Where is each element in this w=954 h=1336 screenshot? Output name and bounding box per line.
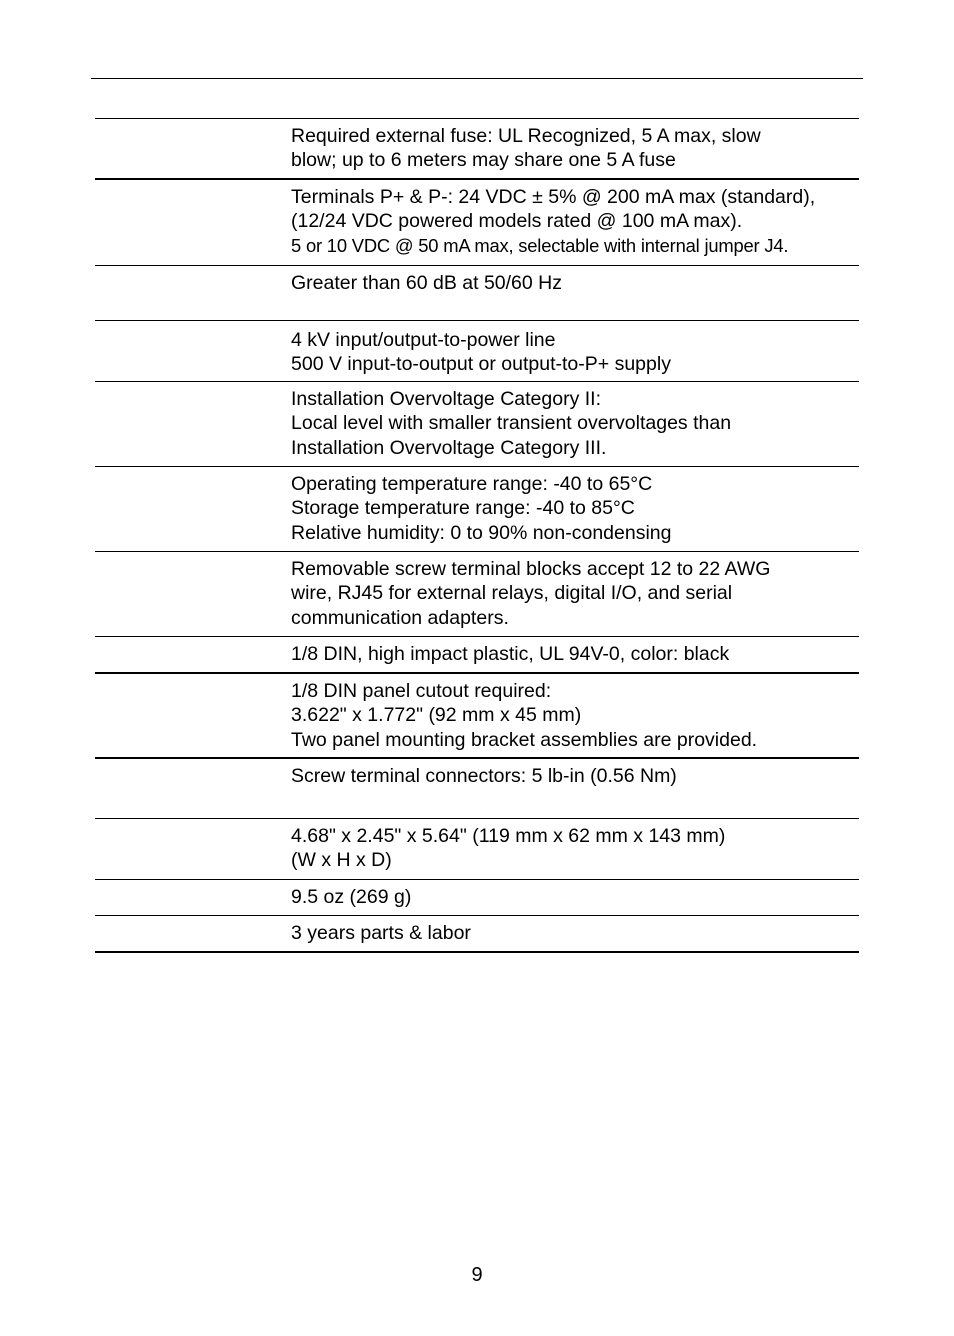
spec-label-cell	[95, 637, 291, 672]
spec-label-cell	[95, 916, 291, 951]
spec-text: 4.68" x 2.45" x 5.64" (119 mm x 62 mm x 143 mm)	[291, 825, 726, 847]
spec-label-cell	[95, 180, 291, 265]
table-row	[95, 180, 859, 266]
spec-text: 1/8 DIN, high impact plastic, UL 94V-0, color: black	[291, 643, 730, 665]
spec-value-cell	[291, 674, 859, 757]
table-row	[95, 819, 859, 880]
spec-value-cell	[291, 552, 859, 636]
spec-text: communication adapters.	[291, 606, 509, 629]
table-row	[95, 552, 859, 637]
spec-text: 9.5 oz (269 g)	[291, 886, 412, 908]
specifications-table	[95, 118, 859, 953]
spec-label-cell	[95, 819, 291, 879]
spec-value-cell	[291, 382, 859, 466]
spec-value-cell	[291, 880, 859, 915]
spec-label-cell	[95, 266, 291, 320]
spec-value-cell	[291, 119, 859, 178]
table-row	[95, 382, 859, 467]
spec-label-cell	[95, 880, 291, 915]
spec-label-cell	[95, 467, 291, 551]
spec-text: 500 V input-to-output or output-to-P+ supply	[291, 353, 671, 376]
table-row	[95, 674, 859, 759]
spec-text: Terminals P+ & P-: 24 VDC ± 5% @ 200 mA max (standard),	[291, 186, 816, 208]
spec-text: 3 years parts & labor	[291, 922, 471, 944]
spec-text: Two panel mounting bracket assemblies are provided.	[291, 728, 758, 751]
spec-label-cell	[95, 674, 291, 757]
table-row	[95, 880, 859, 916]
spec-text: Installation Overvoltage Category III.	[291, 436, 607, 459]
spec-text: (W x H x D)	[291, 849, 392, 872]
spec-label-cell	[95, 382, 291, 466]
spec-label-cell	[95, 119, 291, 178]
header-rule	[91, 78, 863, 79]
spec-text: Storage temperature range: -40 to 85°C	[291, 497, 635, 520]
spec-text: 3.622" x 1.772" (92 mm x 45 mm)	[291, 704, 582, 727]
spec-text: 4 kV input/output-to-power line	[291, 329, 556, 351]
table-row	[95, 467, 859, 552]
table-row	[95, 119, 859, 180]
spec-text: Installation Overvoltage Category II:	[291, 388, 601, 410]
spec-value-cell	[291, 180, 859, 265]
spec-value-cell	[291, 321, 859, 381]
spec-text: 5 or 10 VDC @ 50 mA max, selectable with internal jumper J4.	[291, 234, 789, 256]
spec-text: Local level with smaller transient overvoltages than	[291, 412, 732, 435]
spec-value-cell	[291, 266, 859, 320]
spec-text: blow; up to 6 meters may share one 5 A fuse	[291, 149, 676, 172]
spec-text: (12/24 VDC powered models rated @ 100 mA max).	[291, 210, 743, 233]
spec-label-cell	[95, 552, 291, 636]
spec-value-cell	[291, 467, 859, 551]
spec-text: wire, RJ45 for external relays, digital I/O, and serial	[291, 582, 733, 605]
spec-value-cell	[291, 759, 859, 818]
spec-value-cell	[291, 819, 859, 879]
spec-text: 1/8 DIN panel cutout required:	[291, 680, 552, 702]
spec-value-cell	[291, 637, 859, 672]
page-number: 9	[471, 1264, 483, 1286]
spec-text: Required external fuse: UL Recognized, 5 A max, slow	[291, 125, 761, 147]
table-row	[95, 266, 859, 321]
spec-label-cell	[95, 759, 291, 818]
spec-text: Screw terminal connectors: 5 lb-in (0.56 Nm)	[291, 765, 677, 787]
spec-text: Greater than 60 dB at 50/60 Hz	[291, 272, 563, 294]
spec-text: Removable screw terminal blocks accept 12 to 22 AWG	[291, 558, 771, 580]
table-row	[95, 637, 859, 674]
spec-label-cell	[95, 321, 291, 381]
table-row	[95, 916, 859, 953]
spec-text: Operating temperature range: -40 to 65°C	[291, 473, 653, 495]
table-row	[95, 759, 859, 819]
table-row	[95, 321, 859, 382]
spec-text: Relative humidity: 0 to 90% non-condensing	[291, 521, 672, 544]
spec-value-cell	[291, 916, 859, 951]
